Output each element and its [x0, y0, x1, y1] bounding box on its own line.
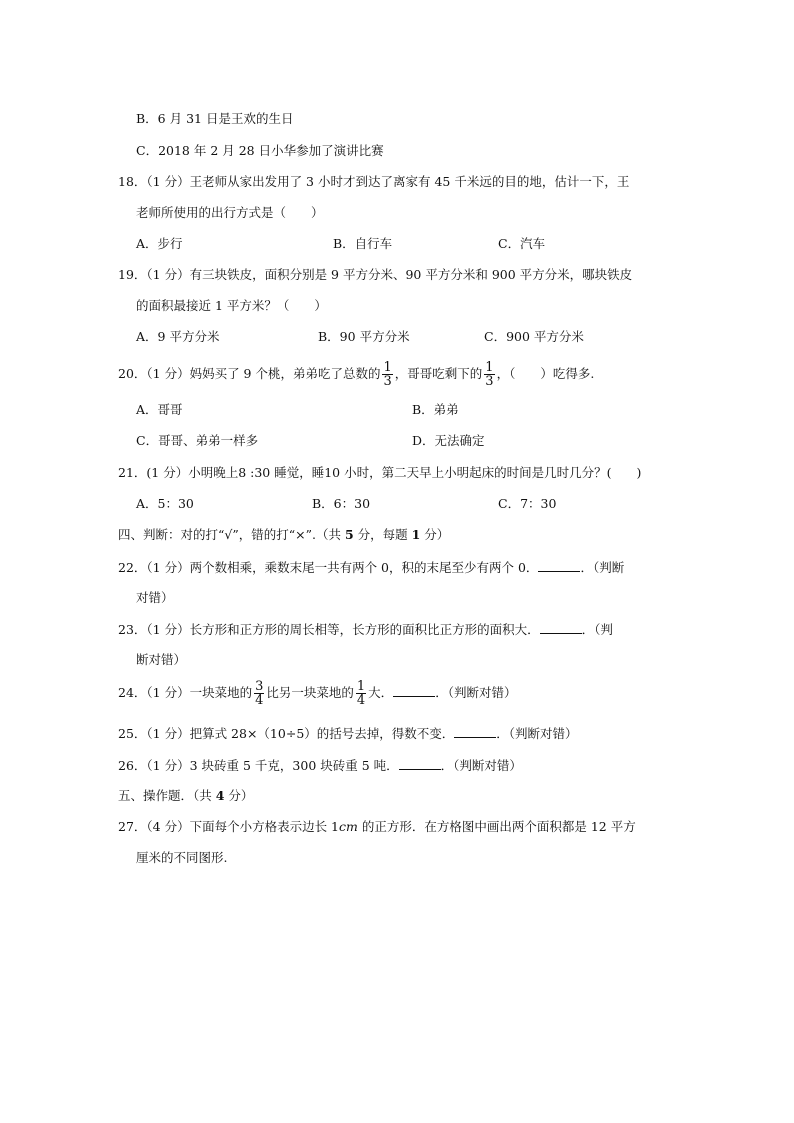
- q23-stem-line1: [118, 621, 613, 638]
- q21-stem: 21．(1 分）小明晚上8 :30 睡觉，睡10 小时，第二天早上小明起床的时间是几时几分？( ): [118, 465, 642, 480]
- q26-answer-blank[interactable]: [399, 757, 441, 770]
- q24-fraction-1: [254, 680, 264, 707]
- q24-fraction-2-denominator: 4: [356, 693, 366, 708]
- q19-option-c: C．900 平方分米: [484, 329, 584, 344]
- q20-option-d: D．无法确定: [412, 433, 485, 448]
- q23-answer-blank[interactable]: [540, 621, 582, 634]
- q20-option-a: A．哥哥: [136, 402, 183, 417]
- q25-stem: [118, 725, 578, 742]
- q26-text: 26．（1 分）3 块砖重 5 千克，300 块砖重 5 吨．: [118, 758, 399, 773]
- q27-text-1: 27．（4 分）下面每个小方格表示边长 1: [118, 819, 340, 834]
- section-4-each-score: 1: [411, 527, 421, 542]
- q20-text-3: ，（ ）吃得多.: [496, 366, 595, 381]
- q22-stem-line1: [118, 559, 624, 576]
- q24-text-1: 24．（1 分）一块菜地的: [118, 685, 253, 700]
- q18-stem-line2: 老师所使用的出行方式是（ ）: [136, 205, 324, 220]
- q24-fraction-2: [356, 680, 366, 707]
- q23-stem-line2: 断对错）: [136, 652, 187, 667]
- q24-text-3: 大．: [368, 685, 394, 700]
- q20-fraction-2: [484, 361, 494, 388]
- q24-fraction-1-denominator: 4: [255, 693, 264, 708]
- q22-tail: ．（判断: [580, 560, 625, 575]
- section-5-heading: [118, 788, 253, 804]
- q18-option-b: B．自行车: [333, 236, 393, 251]
- q22-stem-line2: 对错）: [136, 590, 174, 605]
- q24-text-2: 比另一块菜地的: [266, 685, 354, 700]
- q24-tail: ．（判断对错）: [435, 685, 517, 700]
- q19-option-b: B．90 平方分米: [318, 329, 410, 344]
- q27-text-2: 的正方形．在方格图中画出两个面积都是 12 平方: [357, 819, 636, 834]
- section-5-total-score: 4: [215, 788, 225, 803]
- q20-fraction-2-numerator: 1: [485, 360, 494, 375]
- q20-fraction-1: [382, 361, 392, 388]
- q22-answer-blank[interactable]: [538, 559, 580, 572]
- q18-option-a: A．步行: [136, 236, 183, 251]
- section-4-end: 分）: [420, 527, 450, 542]
- q24-fraction-2-numerator: 1: [356, 679, 366, 694]
- q24-answer-blank[interactable]: [393, 684, 435, 697]
- section-4-mid: 分，每题: [353, 527, 412, 542]
- q23-text: 23．（1 分）长方形和正方形的周长相等，长方形的面积比正方形的面积大．: [118, 622, 540, 637]
- section-4-heading: [118, 527, 449, 543]
- section-5-title: 五、操作题．（共: [118, 788, 216, 803]
- q26-stem: [118, 757, 522, 774]
- q19-option-a: A．9 平方分米: [136, 329, 220, 344]
- q20-stem: [118, 360, 594, 388]
- q27-stem-line1: [118, 819, 636, 835]
- section-4-total-score: 5: [344, 527, 354, 542]
- q25-text: 25．（1 分）把算式 28×（10÷5）的括号去掉，得数不变．: [118, 726, 455, 741]
- q21-option-a: A．5：30: [136, 496, 194, 511]
- q27-stem-line2: 厘米的不同图形.: [136, 850, 228, 865]
- q23-tail: ．（判: [581, 622, 613, 637]
- q19-stem-line1: 19．（1 分）有三块铁皮，面积分别是 9 平方分米、90 平方分米和 900 平方分米，哪块铁皮: [118, 267, 633, 282]
- q19-stem-line2: 的面积最接近 1 平方米？（ ）: [136, 298, 327, 313]
- q25-answer-blank[interactable]: [454, 725, 496, 738]
- q21-option-b: B．6：30: [312, 496, 371, 511]
- section-4-title: 四、判断：对的打“√”，错的打“×”.（共: [118, 527, 345, 542]
- q25-tail: ．（判断对错）: [496, 726, 578, 741]
- q21-option-c: C．7：30: [498, 496, 557, 511]
- q18-option-c: C．汽车: [498, 236, 546, 251]
- q20-text-2: ，哥哥吃剩下的: [394, 366, 483, 381]
- q17-option-c: C．2018 年 2 月 28 日小华参加了演讲比赛: [136, 143, 384, 158]
- q20-fraction-1-denominator: 3: [383, 374, 392, 389]
- q27-unit: cm: [339, 819, 358, 834]
- q24-stem: [118, 679, 516, 707]
- q18-stem-line1: 18．（1 分）王老师从家出发用了 3 小时才到达了离家有 45 千米远的目的地，估计一下，王: [118, 174, 630, 189]
- q26-tail: ．（判断对错）: [440, 758, 522, 773]
- q17-option-b: B．6 月 31 日是王欢的生日: [136, 111, 294, 126]
- q22-text: 22．（1 分）两个数相乘，乘数末尾一共有两个 0，积的末尾至少有两个 0．: [118, 560, 539, 575]
- q20-text-1: 20．（1 分）妈妈买了 9 个桃，弟弟吃了总数的: [118, 366, 381, 381]
- q20-fraction-2-denominator: 3: [485, 374, 494, 389]
- q20-option-b: B．弟弟: [412, 402, 459, 417]
- q20-fraction-1-numerator: 1: [383, 360, 392, 375]
- section-5-end: 分）: [224, 788, 254, 803]
- q24-fraction-1-numerator: 3: [255, 679, 264, 694]
- q20-option-c: C．哥哥、弟弟一样多: [136, 433, 259, 448]
